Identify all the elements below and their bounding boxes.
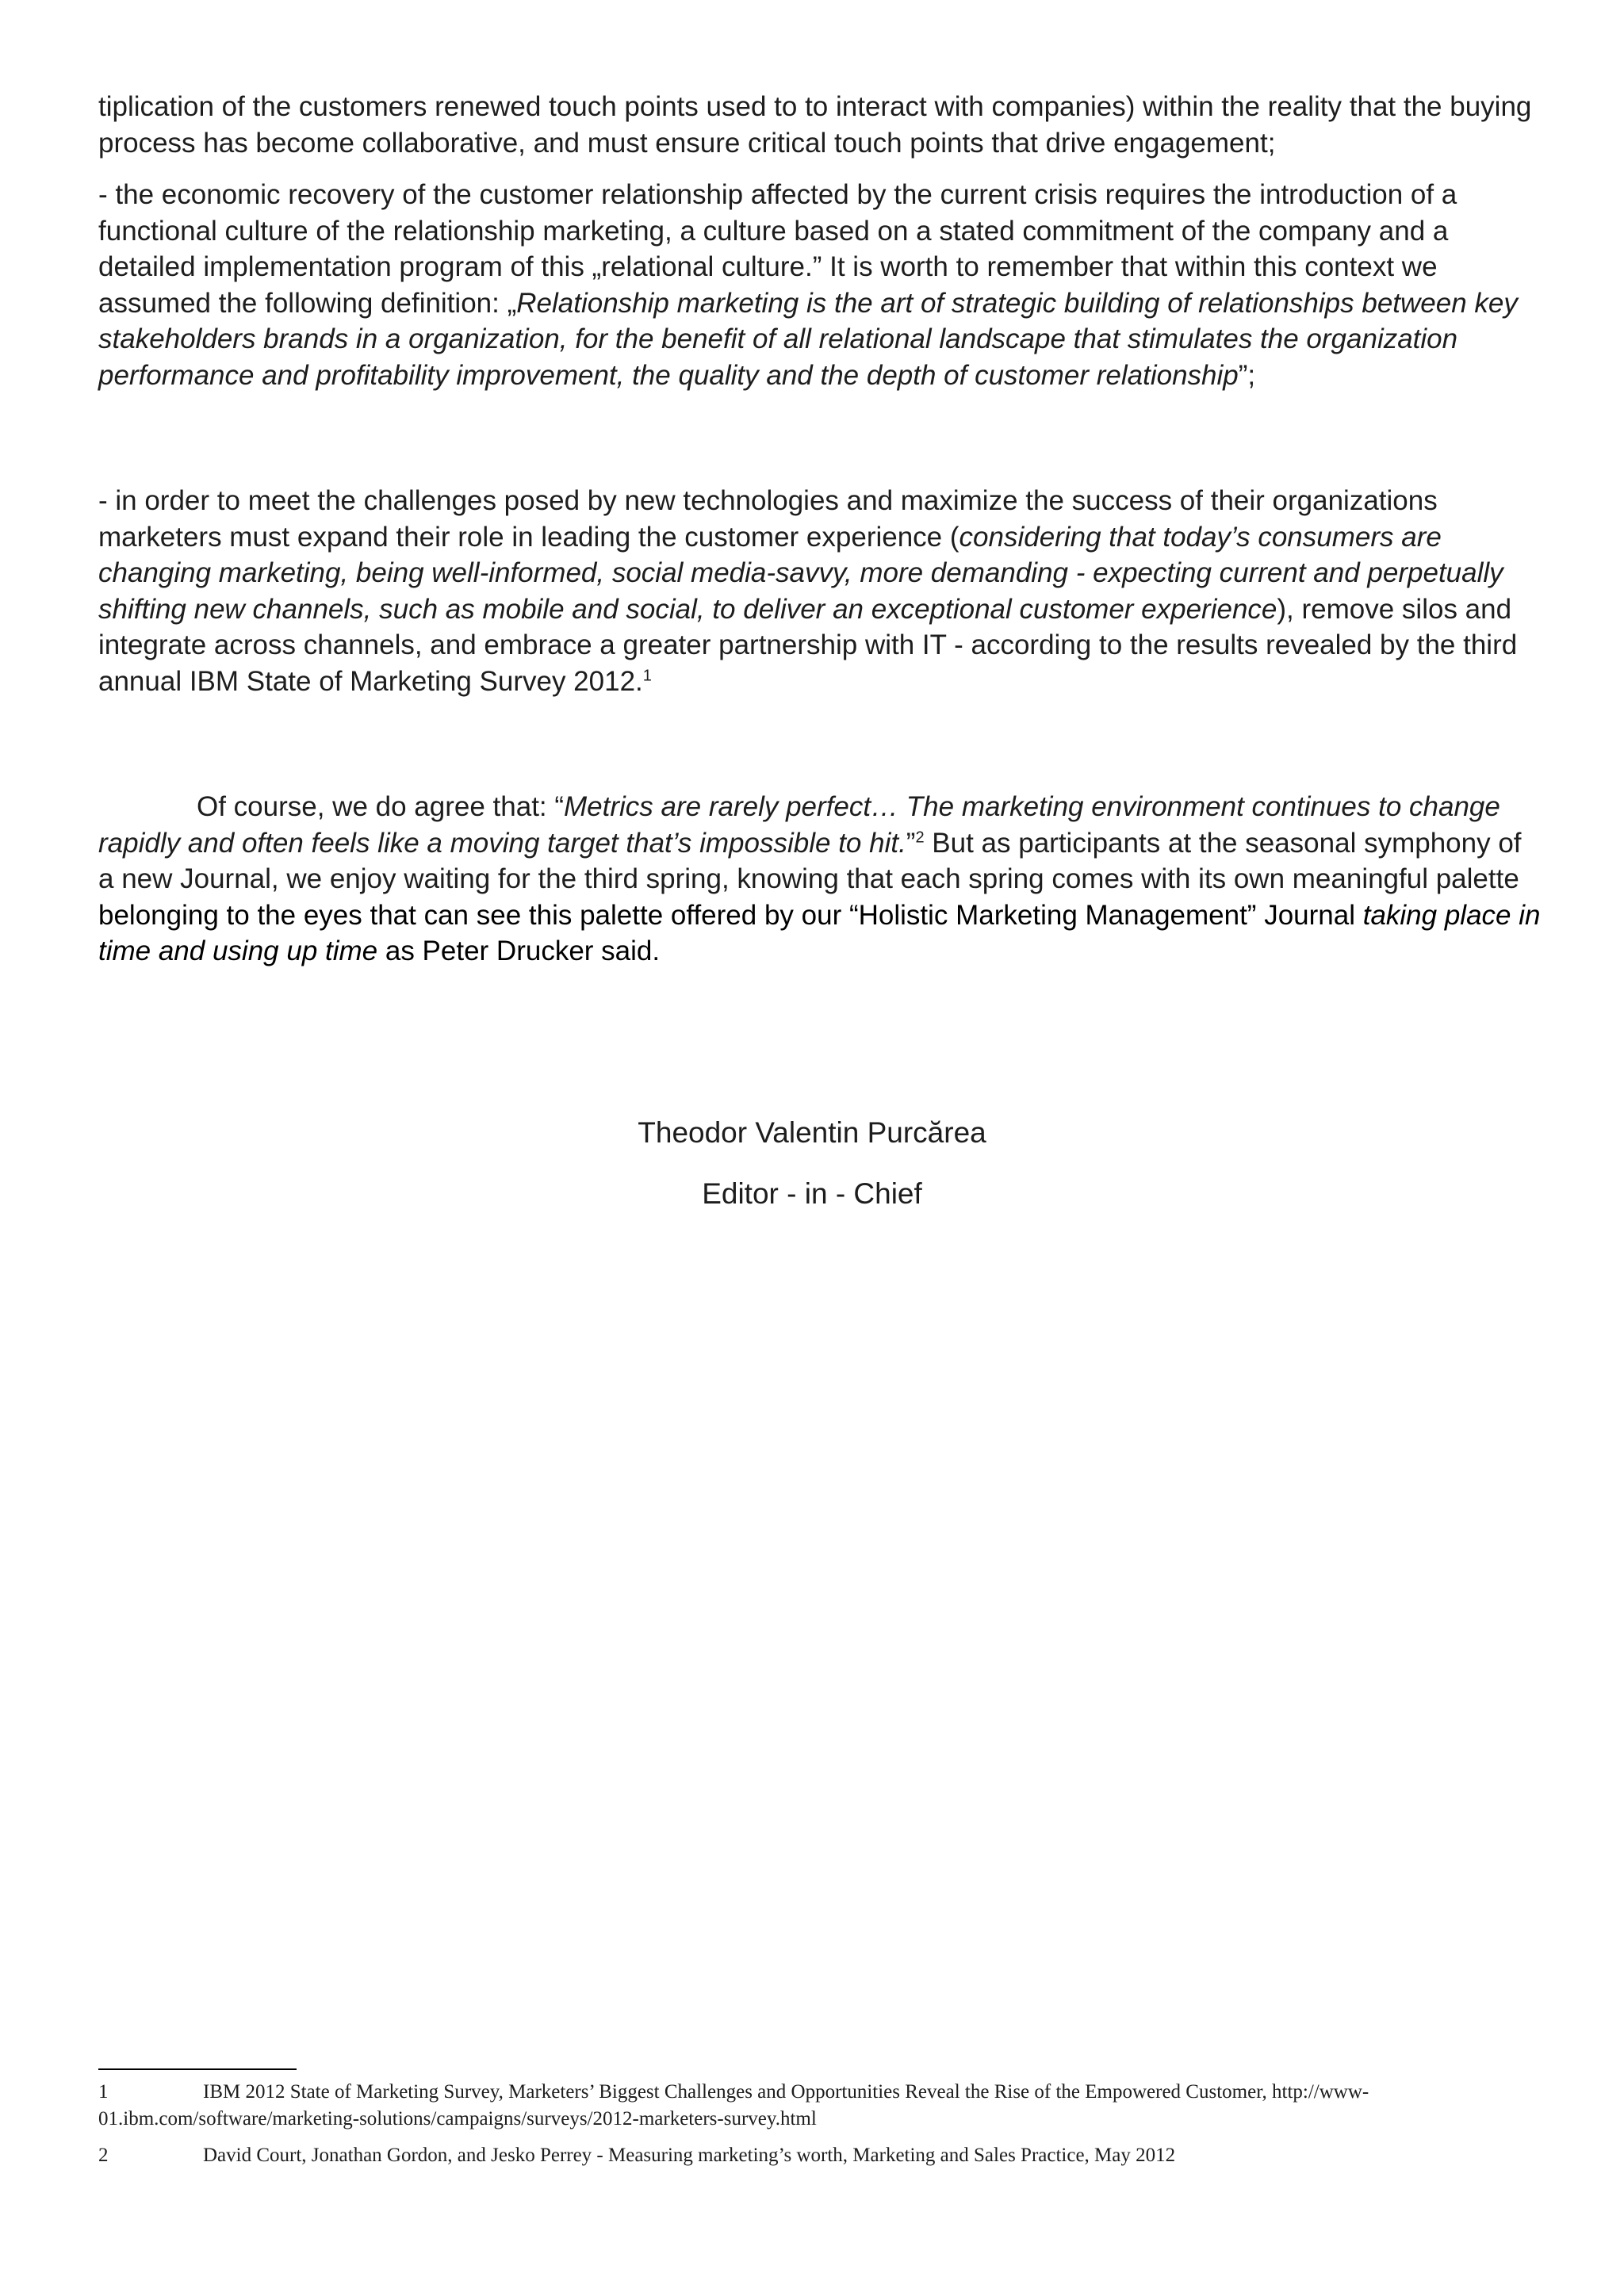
- paragraph-metrics: [98, 789, 1542, 970]
- p4-text-e: belonging to the eyes that can see this palette offered by our “Holistic Marketing Management” Journal: [98, 899, 1363, 931]
- p3-consumers-italic: considering that today’s consumers are changing marketing, being well-informed, social media-savvy, more demanding - expecting current and perpetually shifting new channels, such as mobile and social, to deliver an exceptional customer experience: [98, 521, 1503, 625]
- signature-role: Editor - in - Chief: [702, 1177, 922, 1210]
- p3-text-a: - in order to meet the challenges posed by new technologies and maximize the success of their organizations marketers must expand their role in leading the customer experience (: [98, 485, 1438, 553]
- p2-text-c: ”;: [1238, 359, 1256, 391]
- p4-text-g: as Peter Drucker said.: [377, 936, 661, 966]
- paragraph-relationship-marketing: [98, 177, 1542, 393]
- paragraph-new-technologies: [98, 483, 1542, 699]
- p2-definition-italic: Relationship marketing is the art of strategic building of relationships between key stakeholders brands in a organization, for the benefit of all relational landscape that stimulates the organization performance and profitability improvement, the quality and the depth of customer relationship: [98, 287, 1518, 391]
- p4-drucker-italic: taking place in time and using up time: [98, 899, 1541, 966]
- document-body: [98, 89, 1542, 970]
- signature-name: Theodor Valentin Purcărea: [638, 1116, 986, 1149]
- p4-quote-italic: Metrics are rarely perfect… The marketing environment continues to change rapidly and often feels like a moving target that’s impossible to hit.: [98, 791, 1500, 859]
- p3-text-c: ), remove silos and integrate across channels, and embrace a greater partnership with IT - according to the results revealed by the third annual IBM State of Marketing Survey 2012.: [98, 593, 1518, 697]
- footnote-ref-2[interactable]: 2: [915, 828, 925, 846]
- footnote-text: David Court, Jonathan Gordon, and Jesko Perrey - Measuring marketing’s worth, Marketing and Sales Practice, May 2012: [203, 2145, 1176, 2166]
- footnote-number: 1: [98, 2081, 109, 2103]
- footnote-1: [98, 2079, 1543, 2133]
- p4-text-c: ”: [906, 827, 916, 859]
- footnote-text: IBM 2012 State of Marketing Survey, Marketers’ Biggest Challenges and Opportunities Reveal the Rise of the Empowered Customer, http://www-01.ibm.com/software/marketing-solutions/campaigns/surveys/2012-marketers-survey.html: [98, 2081, 1369, 2130]
- paragraph-continuation: tiplication of the customers renewed touch points used to to interact with companies) within the reality that the buying process has become collaborative, and must ensure critical touch points that drive engagement;: [98, 91, 1532, 159]
- footnote-divider: [98, 2068, 297, 2070]
- footnote-number: 2: [98, 2145, 109, 2166]
- footnote-ref-1[interactable]: 1: [642, 666, 652, 684]
- footnote-2: [98, 2142, 1543, 2169]
- p4-text-d: But as participants at the seasonal symphony of a new Journal, we enjoy waiting for the third spring, knowing that each spring comes with its own meaningful palette: [98, 827, 1522, 894]
- p4-text-a: Of course, we do agree that: “: [197, 791, 565, 822]
- p2-text-a: - the economic recovery of the customer relationship affected by the current crisis requires the introduction of a functional culture of the relationship marketing, a culture based on a stated commitment of the company and a detailed implementation program of this „relational culture.” It is worth to remember that within this context we assumed the following definition: „: [98, 179, 1457, 319]
- footnotes: [98, 2079, 1543, 2169]
